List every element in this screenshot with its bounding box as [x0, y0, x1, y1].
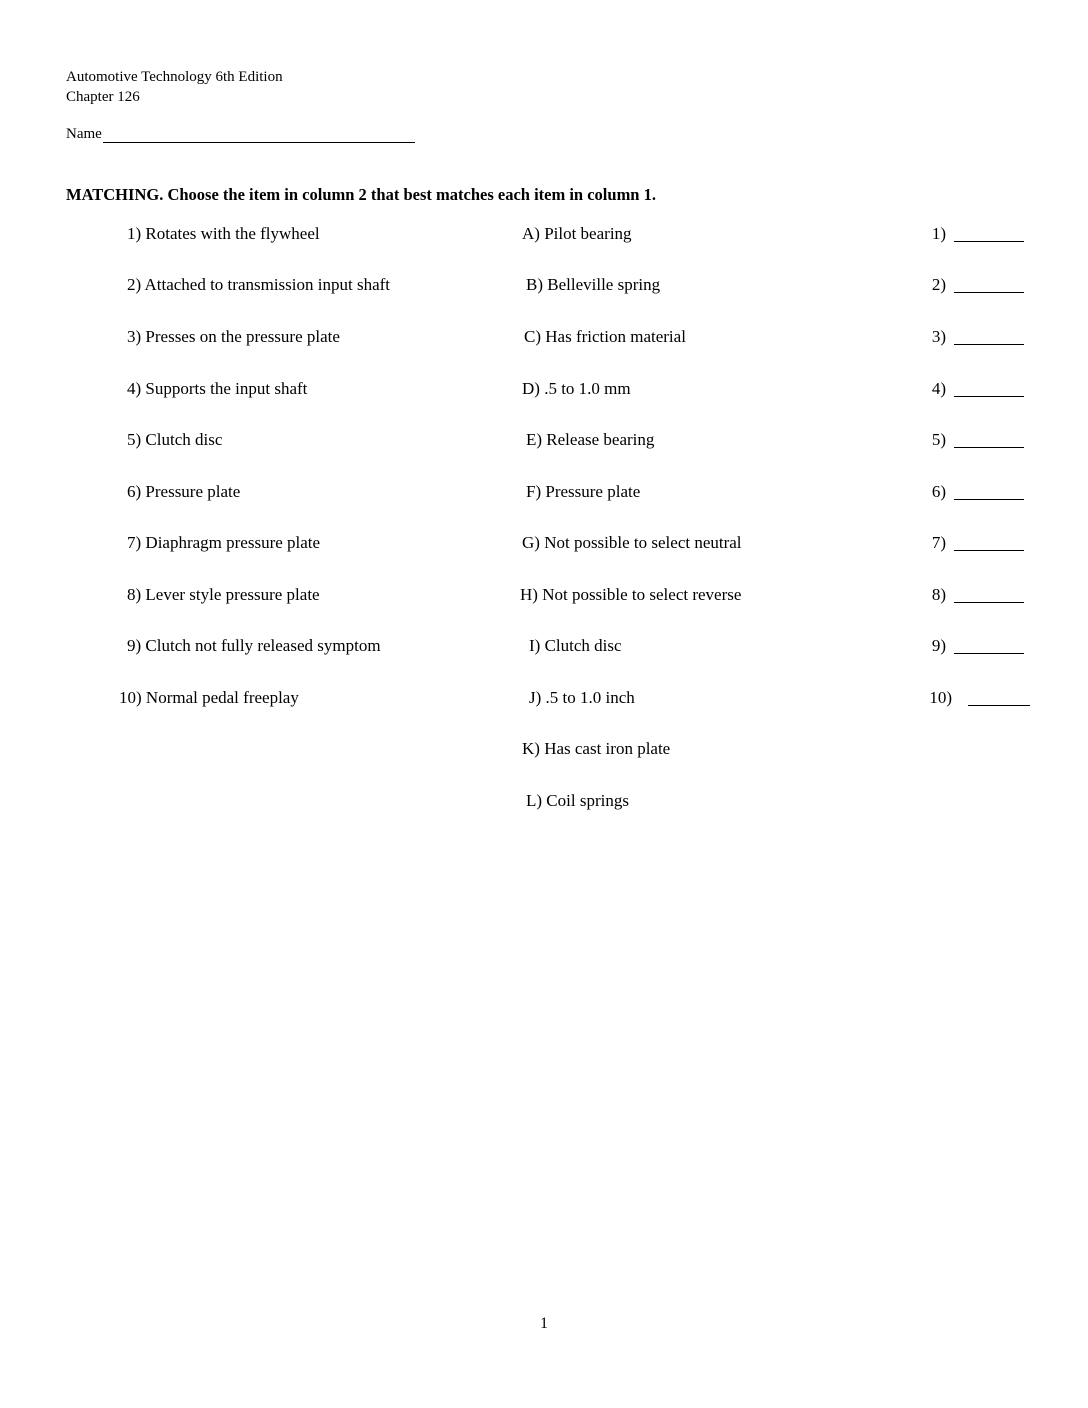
column1-item: 4) Supports the input shaft — [127, 379, 308, 398]
chapter-label: Chapter 126 — [66, 89, 140, 105]
column1-item: 5) Clutch disc — [127, 430, 223, 449]
match-row — [0, 222, 1088, 246]
match-row — [0, 789, 1088, 813]
answer-number: 4) — [931, 379, 946, 398]
column2-item: C) Has friction material — [524, 327, 686, 346]
match-row — [0, 428, 1088, 452]
match-row — [0, 377, 1088, 401]
answer-blank[interactable] — [954, 223, 1024, 242]
answer-slot — [920, 273, 1024, 297]
answer-blank[interactable] — [954, 326, 1024, 345]
answer-blank[interactable] — [954, 378, 1024, 397]
column2-item: B) Belleville spring — [526, 275, 661, 294]
column2-item: F) Pressure plate — [526, 482, 641, 501]
book-title: Automotive Technology 6th Edition — [66, 69, 283, 85]
match-row — [0, 583, 1088, 607]
instructions: MATCHING. Choose the item in column 2 that best matches each item in column 1. — [66, 185, 656, 204]
answer-slot — [920, 325, 1024, 349]
name-label: Name — [66, 126, 102, 142]
answer-slot — [920, 377, 1024, 401]
column2-item: E) Release bearing — [526, 430, 655, 449]
column1-item: 3) Presses on the pressure plate — [127, 327, 340, 346]
match-row — [0, 686, 1088, 710]
column1-item: 8) Lever style pressure plate — [127, 585, 320, 604]
column2-item: G) Not possible to select neutral — [522, 533, 742, 552]
answer-blank[interactable] — [954, 429, 1024, 448]
match-row — [0, 531, 1088, 555]
column2-item: L) Coil springs — [526, 791, 629, 810]
column2-item: H) Not possible to select reverse — [520, 585, 742, 604]
match-row — [0, 634, 1088, 658]
answer-blank[interactable] — [954, 532, 1024, 551]
answer-number: 2) — [931, 275, 946, 294]
answer-blank[interactable] — [954, 635, 1024, 654]
answer-slot — [920, 428, 1024, 452]
answer-number: 10) — [929, 688, 952, 707]
answer-slot — [926, 686, 1030, 710]
answer-number: 3) — [931, 327, 946, 346]
answer-blank[interactable] — [954, 274, 1024, 293]
answer-number: 9) — [931, 636, 946, 655]
answer-blank[interactable] — [954, 584, 1024, 603]
column2-item: D) .5 to 1.0 mm — [522, 379, 631, 398]
answer-number: 8) — [931, 585, 946, 604]
column1-item: 10) Normal pedal freeplay — [119, 688, 299, 707]
column2-item: K) Has cast iron plate — [522, 739, 671, 758]
match-row — [0, 325, 1088, 349]
answer-number: 5) — [931, 430, 946, 449]
match-row — [0, 273, 1088, 297]
answer-slot — [920, 634, 1024, 658]
answer-number: 1) — [931, 224, 946, 243]
match-row — [0, 737, 1088, 761]
column1-item: 1) Rotates with the flywheel — [127, 224, 320, 243]
name-row — [66, 124, 415, 143]
column2-item: J) .5 to 1.0 inch — [529, 688, 635, 707]
column1-item: 6) Pressure plate — [127, 482, 241, 501]
column2-item: I) Clutch disc — [529, 636, 622, 655]
page-number: 1 — [540, 1315, 548, 1332]
answer-number: 6) — [931, 482, 946, 501]
answer-number: 7) — [931, 533, 946, 552]
column2-item: A) Pilot bearing — [522, 224, 632, 243]
column1-item: 7) Diaphragm pressure plate — [127, 533, 321, 552]
answer-slot — [920, 480, 1024, 504]
answer-blank[interactable] — [954, 481, 1024, 500]
answer-slot — [920, 222, 1024, 246]
column1-item: 9) Clutch not fully released symptom — [127, 636, 381, 655]
answer-blank[interactable] — [968, 687, 1030, 706]
answer-slot — [920, 583, 1024, 607]
column1-item: 2) Attached to transmission input shaft — [127, 275, 390, 294]
answer-slot — [920, 531, 1024, 555]
match-row — [0, 480, 1088, 504]
name-blank[interactable] — [103, 124, 415, 143]
